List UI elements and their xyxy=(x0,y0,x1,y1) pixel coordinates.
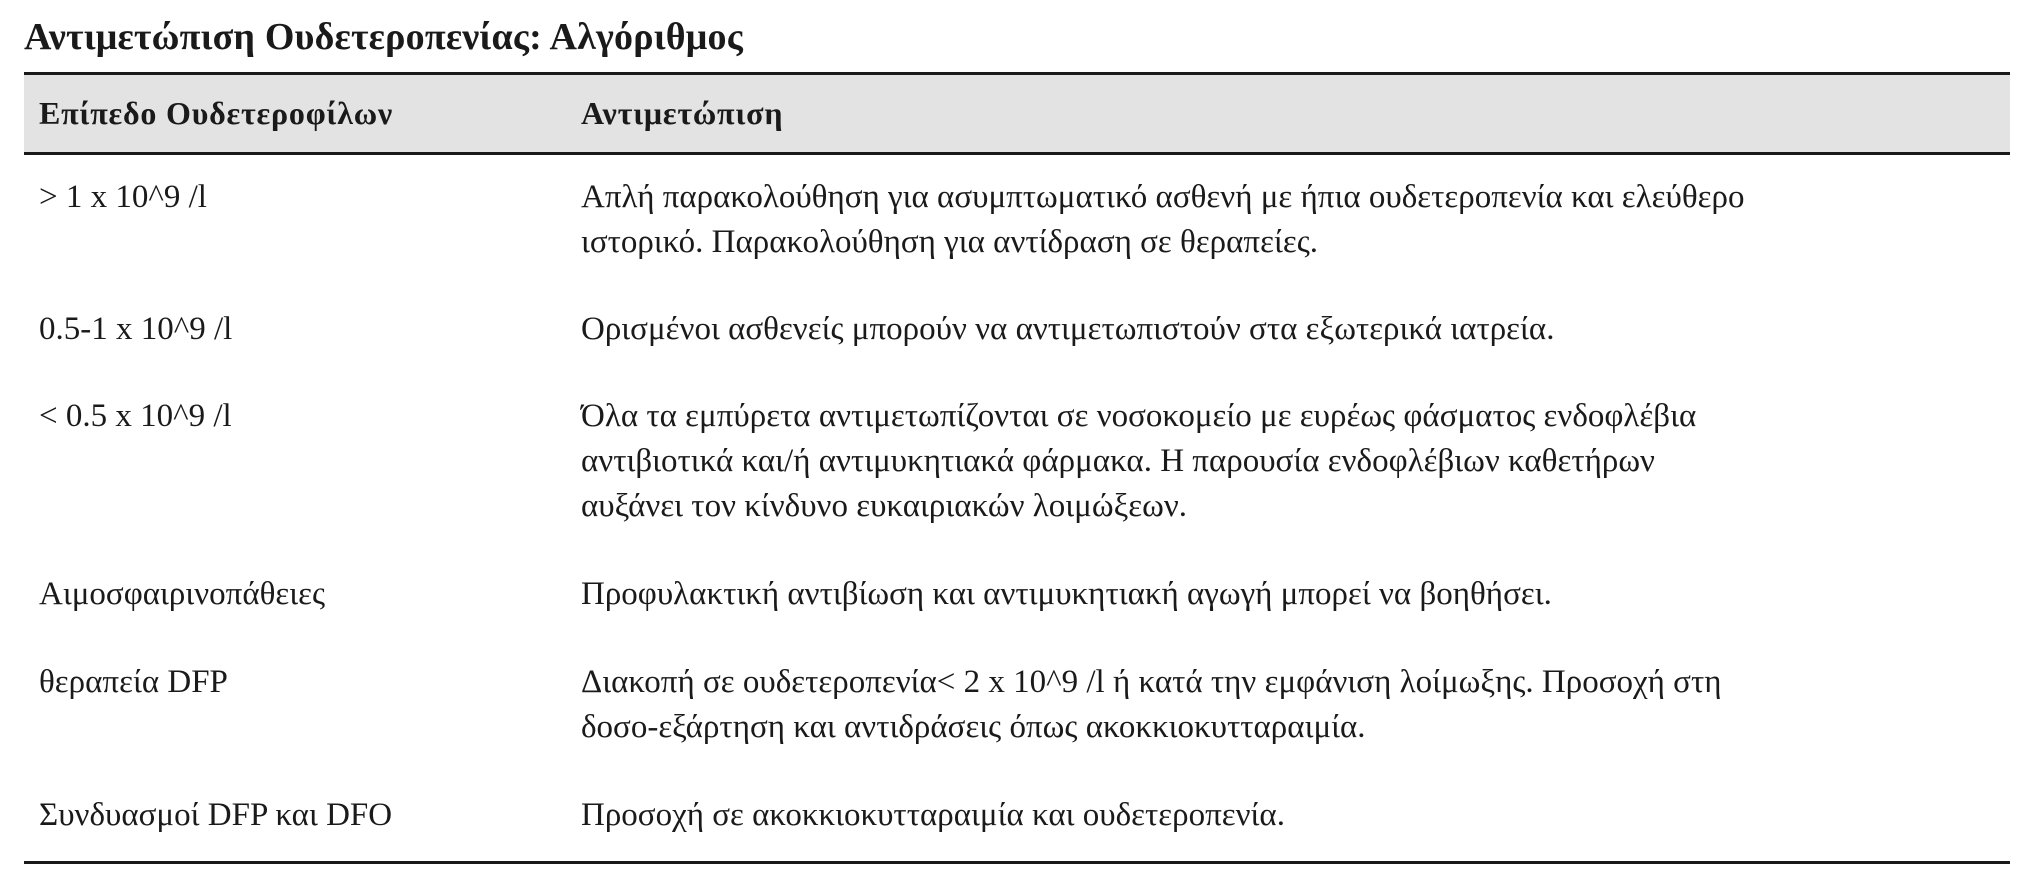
table-row xyxy=(24,572,2010,617)
cell-treatment: Ορισμένοι ασθενείς μπορούν να αντιμετωπιστούν στα εξωτερικά ιατρεία. xyxy=(581,311,1555,347)
cell-treatment: Προσοχή σε ακοκκιοκυτταραιμία και ουδετεροπενία. xyxy=(581,797,1285,833)
table-header-row xyxy=(24,75,2010,152)
neutropenia-table xyxy=(24,72,2010,864)
cell-level: Συνδυασμοί DFP και DFO xyxy=(39,797,393,833)
column-header-treatment: Αντιμετώπιση xyxy=(581,95,784,131)
cell-level: Αιμοσφαιρινοπάθειες xyxy=(39,576,326,612)
cell-treatment: Απλή παρακολούθηση για ασυμπτωματικό ασθενή με ήπια ουδετεροπενία και ελεύθερο ιστορικό. Παρακολούθηση για αντίδραση σε θεραπείες. xyxy=(581,179,1745,260)
column-header-level: Επίπεδο Ουδετεροφίλων xyxy=(39,95,394,131)
page-title: Αντιμετώπιση Ουδετεροπενίας: Αλγόριθμος xyxy=(24,16,743,58)
cell-treatment: Διακοπή σε ουδετεροπενία< 2 x 10^9 /l ή κατά την εμφάνιση λοίμωξης. Προσοχή στη δοσο-εξάρτηση και αντιδράσεις όπως ακοκκιοκυτταραιμία. xyxy=(581,664,1722,745)
cell-level: > 1 x 10^9 /l xyxy=(39,179,207,215)
cell-level: < 0.5 x 10^9 /l xyxy=(39,398,232,434)
table-header-rule xyxy=(24,152,2010,155)
table-row xyxy=(24,394,2010,529)
table-row xyxy=(24,793,2010,838)
table-row xyxy=(24,175,2010,265)
table-row xyxy=(24,660,2010,750)
cell-treatment: Προφυλακτική αντιβίωση και αντιμυκητιακή αγωγή μπορεί να βοηθήσει. xyxy=(581,576,1552,612)
cell-level: θεραπεία DFP xyxy=(39,664,228,700)
cell-level: 0.5-1 x 10^9 /l xyxy=(39,311,233,347)
table-bottom-rule xyxy=(24,861,2010,864)
cell-treatment: Όλα τα εμπύρετα αντιμετωπίζονται σε νοσοκομείο με ευρέως φάσματος ενδοφλέβια αντιβιοτικά και/ή αντιμυκητιακά φάρμακα. Η παρουσία ενδοφλέβιων καθετήρων αυξάνει τον κίνδυνο ευκαιριακών λοιμώξεων. xyxy=(581,398,1697,524)
table-row xyxy=(24,307,2010,352)
